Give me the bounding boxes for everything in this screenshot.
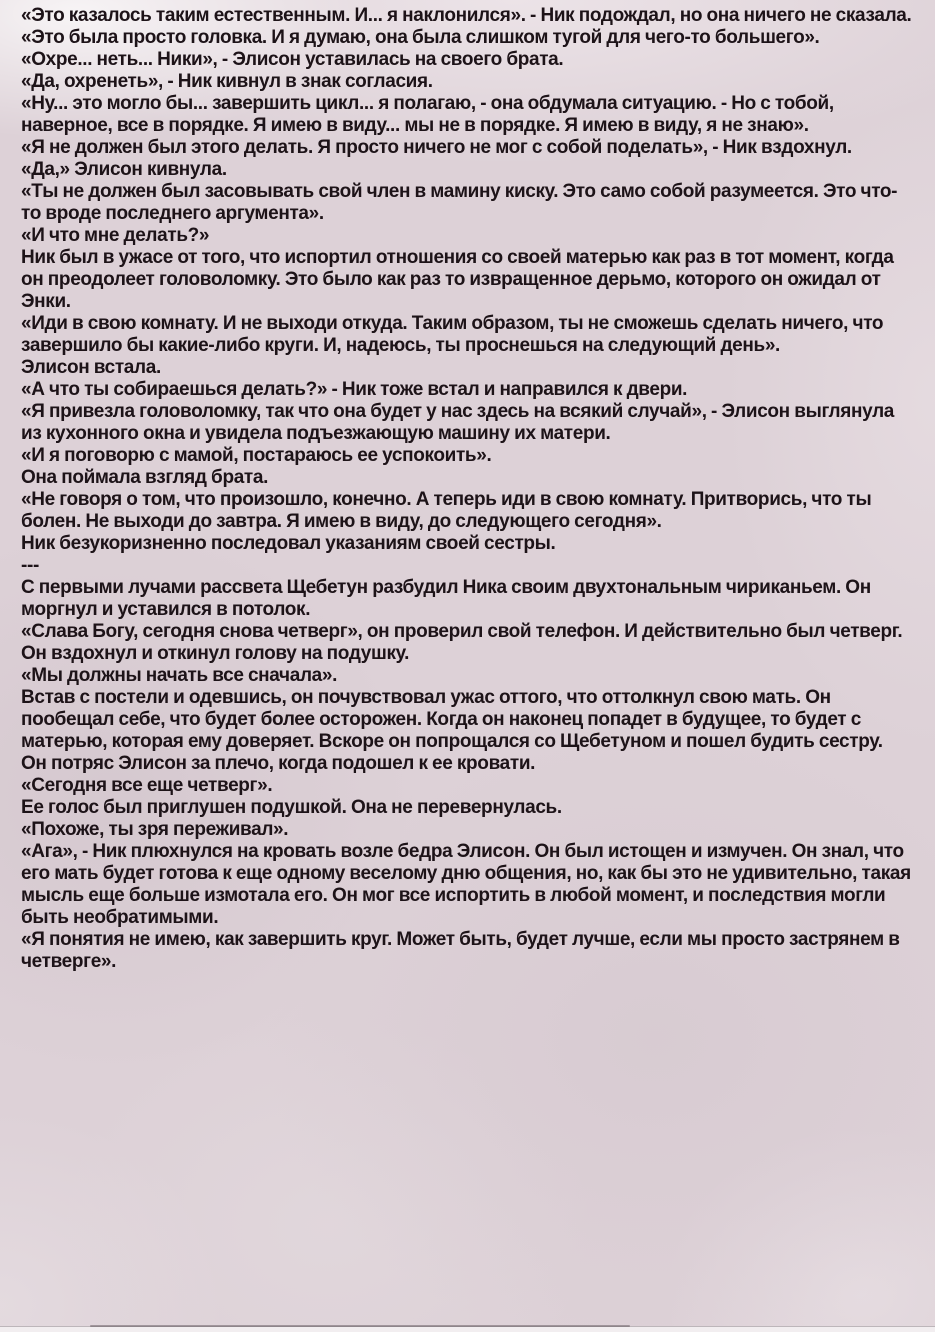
paragraph: Ее голос был приглушен подушкой. Она не перевернулась. [21, 797, 562, 818]
paragraph: «Слава Богу, сегодня снова четверг», он проверил свой телефон. И действительно был четверг. Он вздохнул и откинул голову на подушку. [21, 621, 903, 664]
paragraph: Он потряс Элисон за плечо, когда подошел к ее кровати. [21, 753, 536, 774]
paragraph: «Не говоря о том, что произошло, конечно. А теперь иди в свою комнату. Притворись, что ты болен. Не выходи до завтра. Я имею в виду, до следующего сегодня». [21, 489, 872, 532]
paragraph: Ник безукоризненно последовал указаниям своей сестры. [21, 533, 556, 554]
page-text [21, 5, 916, 973]
paragraph: Элисон встала. [21, 357, 161, 378]
paragraph: «Ага», - Ник плюхнулся на кровать возле бедра Элисон. Он был истощен и измучен. Он знал, что его мать будет готова к еще одному веселому дню общения, но, как бы это не удивительно, такая мысль еще больше измотала его. Он мог все испортить в любой момент, и последствия могли быть необратимыми. [21, 841, 911, 928]
paragraph: Ник был в ужасе от того, что испортил отношения со своей матерью как раз в тот момент, когда он преодолеет головоломку. Это было как раз то извращенное дерьмо, которого он ожидал от Энки. [21, 247, 894, 312]
paragraph: «Да,» Элисон кивнула. [21, 159, 227, 180]
bottom-edge-line [90, 1325, 630, 1327]
paragraph: «Ты не должен был засовывать свой член в мамину киску. Это само собой разумеется. Это что-то вроде последнего аргумента». [21, 181, 898, 224]
paragraph: «Мы должны начать все сначала». [21, 665, 338, 686]
paragraph: «И я поговорю с мамой, постараюсь ее успокоить». [21, 445, 492, 466]
paragraph: Встав с постели и одевшись, он почувствовал ужас оттого, что оттолкнул свою мать. Он пообещал себе, что будет более осторожен. Когда он наконец попадет в будущее, то будет с матерью, которая ему доверяет. Вскоре он попрощался со Щебетуном и пошел будить сестру. [21, 687, 883, 752]
paragraph: «И что мне делать?» [21, 225, 210, 246]
paragraph: --- [21, 555, 39, 576]
paragraph: «Иди в свою комнату. И не выходи откуда. Таким образом, ты не сможешь сделать ничего, что завершило бы какие-либо круги. И, надеюсь, ты проснешься на следующий день». [21, 313, 884, 356]
paragraph: Она поймала взгляд брата. [21, 467, 269, 488]
paragraph: «А что ты собираешься делать?» - Ник тоже встал и направился к двери. [21, 379, 688, 400]
paragraph: «Я привезла головоломку, так что она будет у нас здесь на всякий случай», - Элисон выглянула из кухонного окна и увидела подъезжающую машину их матери. [21, 401, 895, 444]
paragraph: «Похоже, ты зря переживал». [21, 819, 289, 840]
paragraph: «Это была просто головка. И я думаю, она была слишком тугой для чего-то большего». [21, 27, 820, 48]
paragraph: С первыми лучами рассвета Щебетун разбудил Ника своим двухтональным чириканьем. Он моргнул и уставился в потолок. [21, 577, 871, 620]
page-bottom-edge [0, 1326, 935, 1332]
paragraph: «Сегодня все еще четверг». [21, 775, 273, 796]
paragraph: «Да, охренеть», - Ник кивнул в знак согласия. [21, 71, 433, 92]
paragraph: «Я понятия не имею, как завершить круг. Может быть, будет лучше, если мы просто застрянем в четверге». [21, 929, 900, 972]
paragraph: «Это казалось таким естественным. И... я наклонился». - Ник подождал, но она ничего не сказала. [21, 5, 912, 26]
paragraph: «Охре... неть... Ники», - Элисон уставилась на своего брата. [21, 49, 564, 70]
paragraph: «Ну... это могло бы... завершить цикл... я полагаю, - она обдумала ситуацию. - Но с тобой, наверное, все в порядке. Я имею в виду... мы не в порядке. Я имею в виду, я не знаю». [21, 93, 834, 136]
paragraph: «Я не должен был этого делать. Я просто ничего не мог с собой поделать», - Ник вздохнул. [21, 137, 852, 158]
